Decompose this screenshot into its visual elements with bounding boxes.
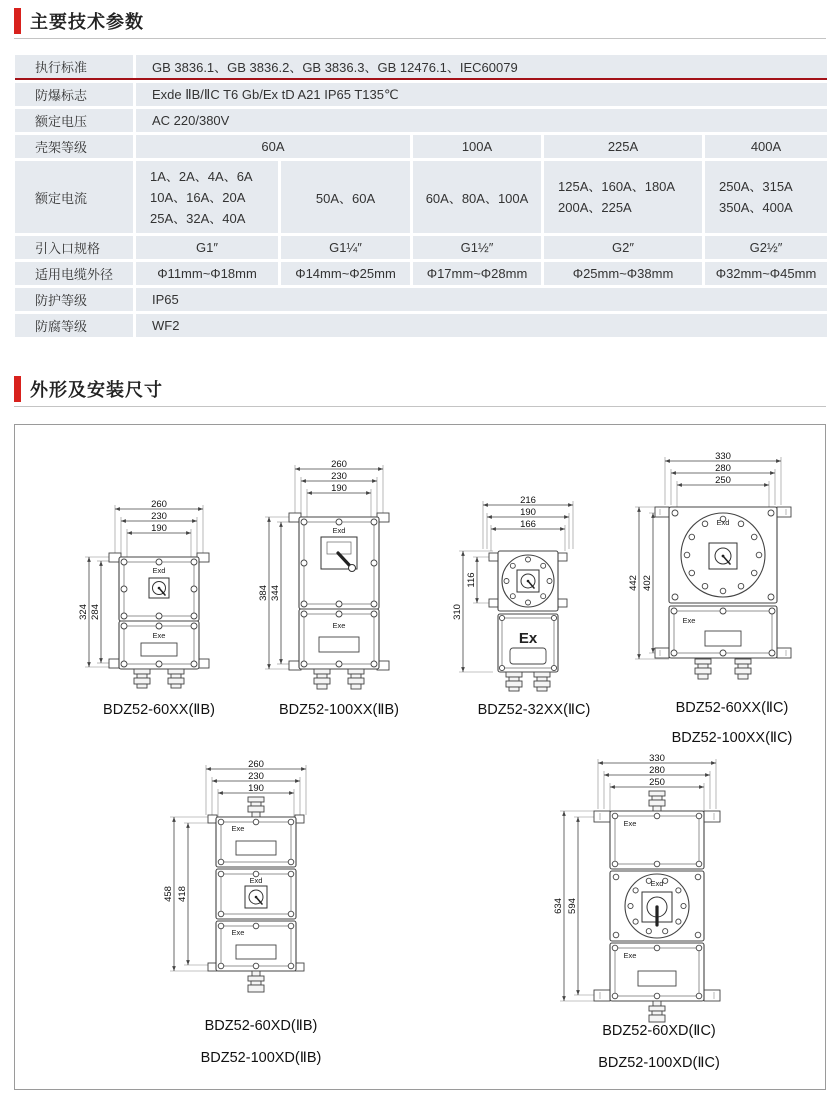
row-ip-label: 防护等级 [15, 288, 133, 311]
inlet-c2: G1¼″ [281, 236, 410, 259]
current-c4-line2: 200A、225A [558, 200, 632, 215]
section-rule-2 [14, 406, 826, 407]
caption-fig6-line2: BDZ52-100XD(ⅡC) [598, 1055, 720, 1071]
row-inlet [15, 236, 827, 259]
row-frame-label: 壳架等级 [15, 135, 133, 158]
current-c2: 50A、60A [281, 161, 410, 233]
fig1-dim-284: 284 [90, 604, 101, 620]
row-anticorrosion-label: 防腐等级 [15, 314, 133, 337]
current-c5-line2: 350A、400A [719, 200, 793, 215]
section-rule [14, 38, 826, 39]
inlet-c5: G2½″ [705, 236, 827, 259]
fig5-dim-418: 418 [177, 886, 188, 902]
figure-bdz52-32xx-iic [453, 495, 603, 710]
dimension-drawings-panel [14, 424, 826, 1090]
current-c1 [136, 161, 278, 233]
fig4-dim-330: 330 [715, 451, 731, 462]
caption-fig2 [244, 702, 434, 718]
frame-100A: 100A [413, 135, 541, 158]
fig5-dim-190: 190 [248, 783, 264, 794]
row-ex-mark [15, 83, 827, 106]
current-c5-line1: 250A、315A [719, 179, 793, 194]
caption-fig4-line2: BDZ52-100XX(ⅡC) [671, 730, 793, 746]
fig4-dim-280: 280 [715, 463, 731, 474]
row-cable-label: 适用电缆外径 [15, 262, 133, 285]
row-ex-mark-label: 防爆标志 [15, 83, 133, 106]
section-params-title: 主要技术参数 [30, 12, 144, 32]
current-c4 [544, 161, 702, 233]
inlet-c3: G1½″ [413, 236, 541, 259]
current-c1-line2: 10A、16A、20A [150, 189, 246, 205]
caption-fig5 [151, 1010, 371, 1074]
row-inlet-label: 引入口规格 [15, 236, 133, 259]
red-accent-bar-2 [14, 376, 21, 402]
frame-60A: 60A [136, 135, 410, 158]
red-accent-bar [14, 8, 21, 34]
cable-c2: Φ14mm~Φ25mm [281, 262, 410, 285]
caption-fig3 [439, 702, 629, 718]
row-cable [15, 262, 827, 285]
fig5-exe-bottom-label: Exe [231, 928, 245, 937]
frame-400A: 400A [705, 135, 827, 158]
fig3-dim-166: 166 [520, 519, 536, 530]
fig5-exe-top-label: Exe [231, 824, 245, 833]
fig6-dim-330: 330 [649, 753, 665, 764]
section-dims-title: 外形及安装尺寸 [30, 380, 163, 400]
fig2-dim-344: 344 [270, 585, 281, 601]
current-c4-line1: 125A、160A、180A [558, 179, 676, 194]
current-c3: 60A、80A、100A [413, 161, 541, 233]
caption-fig4 [627, 693, 837, 753]
figure-bdz52-60xx-iic [629, 451, 814, 691]
fig6-exe-bottom-label: Exe [623, 951, 637, 960]
current-c1-line1: 1A、2A、4A、6A [150, 168, 253, 184]
row-anticorrosion [15, 314, 827, 337]
figure-bdz52-60xd-iib [164, 759, 349, 1009]
fig3-dim-310: 310 [452, 604, 463, 620]
row-voltage-value: AC 220/380V [136, 109, 827, 132]
row-voltage-label: 额定电压 [15, 109, 133, 132]
frame-225A: 225A [544, 135, 702, 158]
caption-fig4-line1: BDZ52-60XX(ⅡC) [675, 700, 789, 716]
cable-c1: Φ11mm~Φ18mm [136, 262, 278, 285]
parameters-table [15, 55, 827, 337]
cable-c4: Φ25mm~Φ38mm [544, 262, 702, 285]
caption-fig5-line1: BDZ52-60XD(ⅡB) [204, 1018, 318, 1034]
current-c5 [705, 161, 827, 233]
fig6-dim-250: 250 [649, 777, 665, 788]
caption-fig5-line2: BDZ52-100XD(ⅡB) [200, 1050, 322, 1066]
figure-bdz52-60xd-iic [554, 753, 754, 1038]
caption-fig6-line1: BDZ52-60XD(ⅡC) [602, 1023, 716, 1039]
cable-c3: Φ17mm~Φ28mm [413, 262, 541, 285]
fig2-dim-190: 190 [331, 483, 347, 494]
caption-fig2-line1: BDZ52-100XX(ⅡB) [279, 702, 399, 718]
figure-bdz52-100xx-iib [259, 459, 419, 709]
fig4-dim-402: 402 [642, 575, 653, 591]
fig2-dim-230: 230 [331, 471, 347, 482]
caption-fig1-line1: BDZ52-60XX(ⅡB) [103, 702, 215, 718]
row-standard-label: 执行标准 [15, 55, 133, 78]
cable-c5: Φ32mm~Φ45mm [705, 262, 827, 285]
fig1-dim-260: 260 [151, 499, 167, 510]
fig6-exd-label: Exd [650, 879, 664, 888]
fig1-dim-324: 324 [78, 604, 89, 620]
inlet-c1: G1″ [136, 236, 278, 259]
row-ip-value: IP65 [136, 288, 827, 311]
fig6-exe-top-label: Exe [623, 819, 637, 828]
inlet-c4: G2″ [544, 236, 702, 259]
row-standard-value: GB 3836.1、GB 3836.2、GB 3836.3、GB 12476.1、IEC60079 [136, 55, 827, 78]
fig6-dim-280: 280 [649, 765, 665, 776]
row-anticorrosion-value: WF2 [136, 314, 827, 337]
row-frame [15, 135, 827, 158]
row-standard [15, 55, 827, 80]
fig5-dim-458: 458 [163, 886, 174, 902]
row-current-label: 额定电流 [15, 161, 133, 233]
caption-fig3-line1: BDZ52-32XX(ⅡC) [477, 702, 591, 718]
fig5-dim-230: 230 [248, 771, 264, 782]
current-c1-line3: 25A、32A、40A [150, 210, 246, 226]
fig3-dim-190: 190 [520, 507, 536, 518]
fig3-dim-116: 116 [466, 572, 477, 588]
figure-bdz52-60xx-iib [79, 499, 239, 704]
fig5-dim-260: 260 [248, 759, 264, 770]
fig6-dim-634: 634 [553, 898, 564, 914]
fig5-exd-label: Exd [249, 876, 263, 885]
fig3-ex-label: Ex [518, 630, 538, 647]
row-current [15, 161, 827, 233]
fig4-dim-442: 442 [628, 575, 639, 591]
fig4-dim-250: 250 [715, 475, 731, 486]
fig6-dim-594: 594 [567, 898, 578, 914]
caption-fig1 [69, 702, 249, 718]
fig4-exe-label: Exe [682, 616, 696, 625]
caption-fig6 [549, 1015, 769, 1079]
fig1-dim-230: 230 [151, 511, 167, 522]
fig1-exe-label: Exe [152, 631, 166, 640]
fig2-dim-260: 260 [331, 459, 347, 470]
row-voltage [15, 109, 827, 132]
fig2-exd-label: Exd [332, 526, 346, 535]
row-ip [15, 288, 827, 311]
fig3-dim-216: 216 [520, 495, 536, 506]
fig1-exd-label: Exd [152, 566, 166, 575]
fig1-dim-190: 190 [151, 523, 167, 534]
fig4-exd-label: Exd [716, 518, 730, 527]
fig2-exe-label: Exe [332, 621, 346, 630]
row-ex-mark-value: Exde ⅡB/ⅡC T6 Gb/Ex tD A21 IP65 T135℃ [136, 83, 827, 106]
fig2-dim-384: 384 [258, 585, 269, 601]
